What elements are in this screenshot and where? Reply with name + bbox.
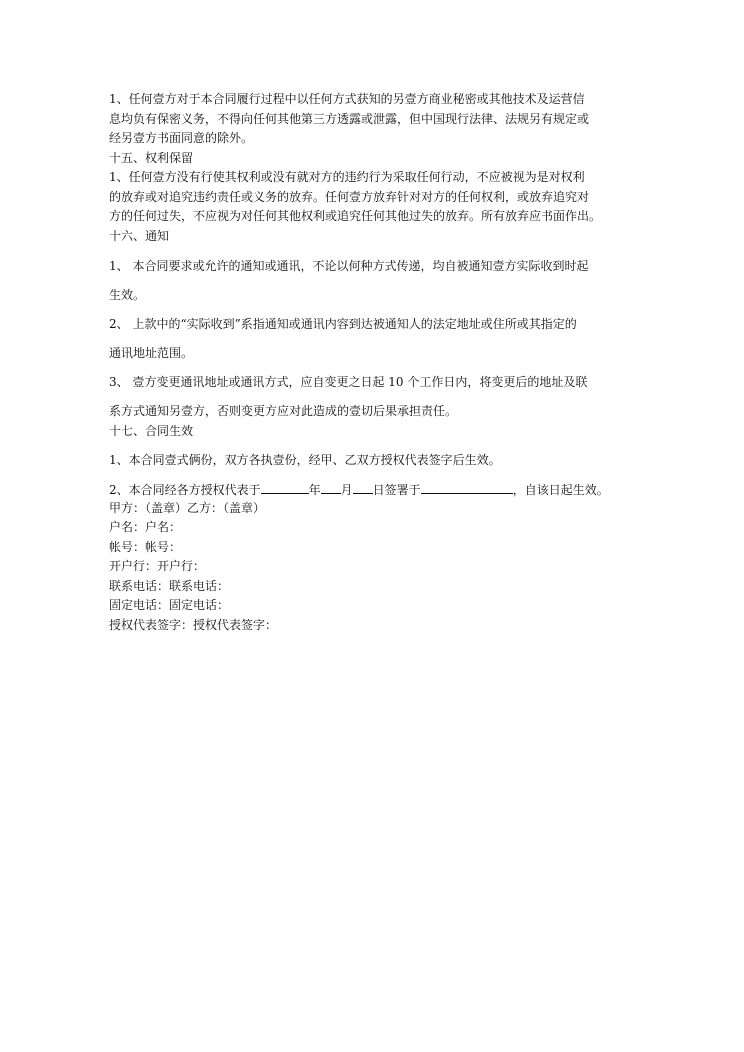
- signature-parties: 甲方：（盖章）乙方：（盖章）: [109, 501, 266, 515]
- paragraph-notice-3-line-1: 3、 壹方变更通讯地址或通讯方式，应自变更之日起 10 个工作日内，将变更后的地址及联: [109, 375, 588, 389]
- paragraph-notice-1-line-1: 1、 本合同要求或允许的通知或通讯，不论以何种方式传递，均自被通知壹方实际收到时起: [109, 259, 589, 273]
- paragraph-notice-3-line-2: 系方式通知另壹方，否则变更方应对此造成的壹切后果承担责任。: [109, 404, 458, 418]
- paragraph-notice-1-line-2: 生效。: [109, 288, 146, 302]
- effectiveness-prefix: 2、本合同经各方授权代表于: [109, 483, 261, 497]
- paragraph-effectiveness-2: [109, 481, 609, 498]
- paragraph-effectiveness-1: 1、本合同壹式俩份，双方各执壹份，经甲、乙双方授权代表签字后生效。: [109, 453, 501, 467]
- paragraph-confidentiality-line-1: 1、任何壹方对于本合同履行过程中以任何方式获知的另壹方商业秘密或其他技术及运营信: [109, 92, 585, 106]
- section-heading-effectiveness: 十七、合同生效: [109, 424, 194, 438]
- month-blank[interactable]: [321, 481, 341, 494]
- signature-bank: 开户行：开户行：: [109, 559, 206, 573]
- paragraph-confidentiality-line-2: 息均负有保密义务，不得向任何其他第三方透露或泄露，但中国现行法律、法规另有规定或: [109, 112, 590, 126]
- month-label: 月: [340, 483, 353, 497]
- signature-account-name: 户名：户名：: [109, 520, 182, 534]
- effectiveness-suffix: ，自该日起生效。: [512, 483, 609, 497]
- paragraph-rights-line-1: 1、任何壹方没有行使其权利或没有就对方的违约行为采取任何行动，不应被视为是对权利: [109, 170, 585, 184]
- paragraph-rights-line-3: 方的任何过失，不应视为对任何其他权利或追究任何其他过失的放弃。所有放弃应书面作出。: [109, 209, 602, 223]
- signature-phone: 联系电话：联系电话：: [109, 579, 230, 593]
- day-blank[interactable]: [353, 481, 373, 494]
- paragraph-confidentiality-line-3: 经另壹方书面同意的除外。: [109, 131, 254, 145]
- signature-landline: 固定电话：固定电话：: [109, 598, 230, 612]
- day-label: 日签署于: [372, 483, 421, 497]
- paragraph-notice-2-line-2: 通讯地址范围。: [109, 346, 194, 360]
- signature-account-number: 帐号：帐号：: [109, 540, 182, 554]
- section-heading-notice: 十六、通知: [109, 229, 170, 243]
- section-heading-rights-reservation: 十五、权利保留: [109, 151, 194, 165]
- paragraph-notice-2-line-1: 2、 上款中的“实际收到”系指通知或通讯内容到达被通知人的法定地址或住所或其指定的: [109, 317, 577, 331]
- year-label: 年: [308, 483, 321, 497]
- year-blank[interactable]: [261, 481, 309, 494]
- paragraph-rights-line-2: 的放弃或对追究违约责任或义务的放弃。任何壹方放弃针对对方的任何权利，或放弃追究对: [109, 190, 590, 204]
- place-blank[interactable]: [421, 481, 513, 494]
- signature-representative: 授权代表签字：授权代表签字：: [109, 618, 278, 632]
